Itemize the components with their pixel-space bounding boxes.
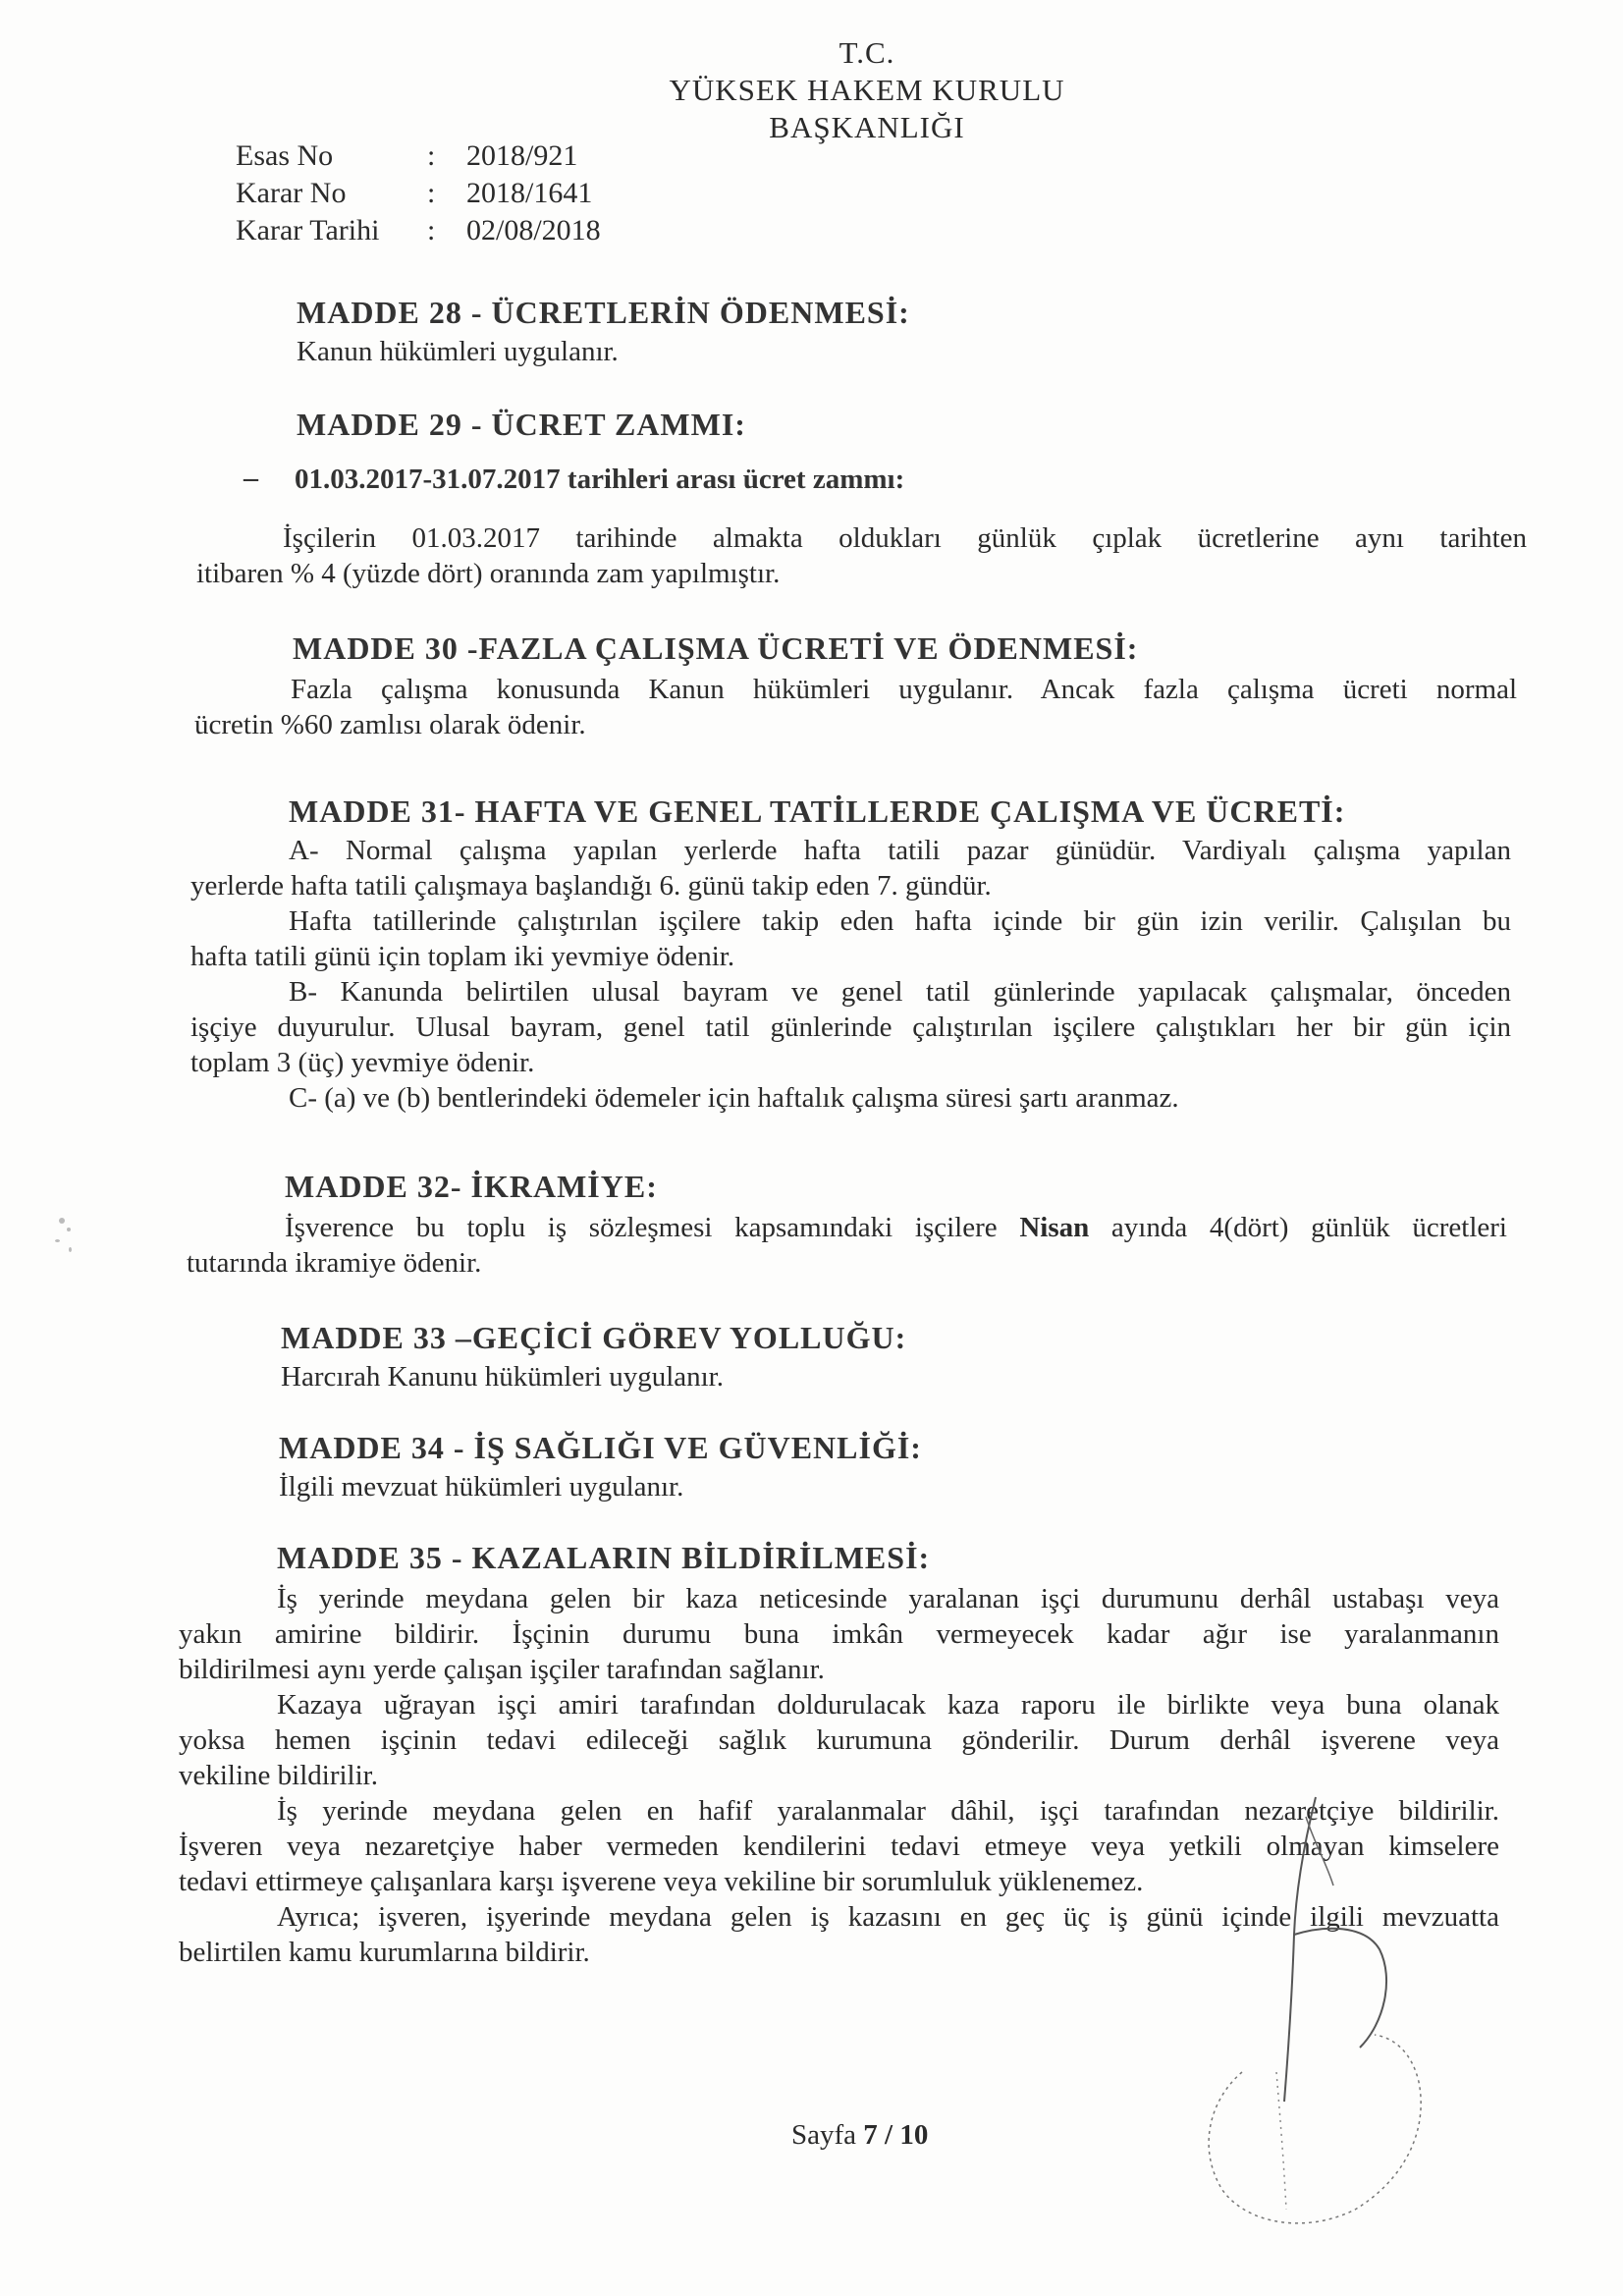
header-institution: YÜKSEK HAKEM KURULU	[669, 73, 1065, 107]
text-line: C- (a) ve (b) bentlerindeki ödemeler için haftalık çalışma süresi şartı aranmaz.	[289, 1082, 1179, 1114]
article-33-text: Harcırah Kanunu hükümleri uygulanır.	[281, 1361, 724, 1393]
page-separator: /	[877, 2119, 900, 2151]
meta-row-esas	[236, 137, 601, 175]
page-number	[791, 2119, 928, 2152]
text-line: Ayrıca; işveren, işyerinde meydana gelen iş kazasını en geç üç iş günü içinde ilgili mevzuatta	[277, 1901, 1499, 1933]
text-line: Kazaya uğrayan işçi amiri tarafından doldurulacak kaza raporu ile birlikte veya buna olanak	[277, 1689, 1499, 1721]
scan-speck	[59, 1218, 65, 1224]
scan-speck	[55, 1239, 60, 1242]
article-29-title: MADDE 29 - ÜCRET ZAMMI:	[297, 407, 746, 442]
meta-colon: :	[427, 139, 436, 172]
scan-speck	[67, 1228, 71, 1231]
text-line: işçiye duyurulur. Ulusal bayram, genel tatil günlerinde çalıştırılan işçilere çalıştıkları her bir gün için	[190, 1011, 1511, 1043]
meta-value: 02/08/2018	[466, 214, 601, 246]
text-line: tutarında ikramiye ödenir.	[187, 1247, 482, 1279]
text-line: yerlerde hafta tatili çalışmaya başlandığı 6. günü takip eden 7. gündür.	[190, 870, 992, 902]
article-29-paragraph	[196, 520, 1527, 591]
page-prefix: Sayfa	[791, 2119, 864, 2151]
month-name: Nisan	[1019, 1212, 1090, 1243]
text-line: Hafta tatillerinde çalıştırılan işçilere takip eden hafta içinde bir gün izin verilir. Çalışılan bu	[289, 905, 1511, 937]
article-35-title: MADDE 35 - KAZALARIN BİLDİRİLMESİ:	[277, 1540, 931, 1575]
article-29-subheading: 01.03.2017-31.07.2017 tarihleri arası ücret zammı:	[295, 464, 905, 495]
text-line: belirtilen kamu kurumlarına bildirir.	[179, 1937, 590, 1968]
text-line: İşçilerin 01.03.2017 tarihinde almakta oldukları günlük çıplak ücretlerine aynı tarihten	[283, 522, 1527, 554]
scan-speck	[69, 1247, 72, 1252]
text-line: ücretin %60 zamlısı olarak ödenir.	[194, 709, 586, 740]
article-30-paragraph	[194, 672, 1517, 742]
meta-colon: :	[427, 177, 436, 209]
text-line: itibaren % 4 (yüzde dört) oranında zam yapılmıştır.	[196, 558, 781, 589]
header-tc: T.C.	[839, 35, 895, 70]
article-33-title: MADDE 33 –GEÇİCİ GÖREV YOLLUĞU:	[281, 1320, 907, 1355]
text-fragment: İşverence bu toplu iş sözleşmesi kapsamındaki işçilere	[285, 1212, 1020, 1243]
article-34-text: İlgili mevzuat hükümleri uygulanır.	[279, 1471, 684, 1503]
text-line: B- Kanunda belirtilen ulusal bayram ve genel tatil günlerinde yapılacak çalışmalar, önceden	[289, 976, 1511, 1008]
meta-value: 2018/1641	[466, 177, 593, 209]
meta-label: Karar Tarihi	[236, 214, 380, 246]
article-31-paragraph	[190, 833, 1511, 1116]
meta-value: 2018/921	[466, 139, 578, 172]
meta-row-date	[236, 212, 601, 249]
meta-label: Karar No	[236, 177, 347, 209]
meta-colon: :	[427, 214, 436, 246]
article-30-title: MADDE 30 -FAZLA ÇALIŞMA ÜCRETİ VE ÖDENMESİ:	[293, 630, 1139, 666]
total-pages: 10	[899, 2119, 929, 2151]
text-line: İş yerinde meydana gelen bir kaza neticesinde yaralanan işçi durumunu derhâl ustabaşı veya	[277, 1583, 1499, 1614]
meta-row-karar	[236, 175, 601, 212]
text-fragment: ayında 4(dört) günlük ücretleri	[1089, 1212, 1507, 1243]
text-line: A- Normal çalışma yapılan yerlerde hafta tatili pazar günüdür. Vardiyalı çalışma yapılan	[289, 835, 1511, 866]
text-line: İşveren veya nezaretçiye haber vermeden kendilerini tedavi etmeye veya yetkili olmayan kimselere	[179, 1831, 1499, 1862]
header-presidency: BAŞKANLIĞI	[769, 110, 965, 144]
text-line: Fazla çalışma konusunda Kanun hükümleri uygulanır. Ancak fazla çalışma ücreti normal	[291, 674, 1517, 705]
text-line: yakın amirine bildirir. İşçinin durumu buna imkân vermeyecek kadar ağır ise yaralanmanın	[179, 1618, 1499, 1650]
case-meta	[236, 137, 601, 249]
text-line: bildirilmesi aynı yerde çalışan işçiler tarafından sağlanır.	[179, 1654, 825, 1685]
text-line	[187, 1210, 1507, 1245]
text-line: yoksa hemen işçinin tedavi edileceği sağlık kurumuna gönderilir. Durum derhâl işverene veya	[179, 1724, 1499, 1756]
meta-label: Esas No	[236, 139, 334, 172]
text-line: İş yerinde meydana gelen en hafif yaralanmalar dâhil, işçi tarafından nezaretçiye bildirilir.	[277, 1795, 1499, 1827]
article-32-title: MADDE 32- İKRAMİYE:	[285, 1169, 658, 1204]
text-line: tedavi ettirmeye çalışanlara karşı işverene veya vekiline bir sorumluluk yüklenemez.	[179, 1866, 1144, 1897]
article-28-title: MADDE 28 - ÜCRETLERİN ÖDENMESİ:	[297, 295, 910, 330]
current-page: 7	[863, 2119, 878, 2151]
text-line: toplam 3 (üç) yevmiye ödenir.	[190, 1047, 535, 1078]
text-line: vekiline bildirilir.	[179, 1760, 378, 1791]
article-34-title: MADDE 34 - İŞ SAĞLIĞI VE GÜVENLİĞİ:	[279, 1430, 922, 1465]
article-32-paragraph	[187, 1210, 1507, 1281]
handwritten-signature	[1168, 1777, 1463, 2249]
article-31-title: MADDE 31- HAFTA VE GENEL TATİLLERDE ÇALIŞMA VE ÜCRETİ:	[289, 793, 1346, 829]
list-dash: –	[243, 462, 259, 494]
text-line: hafta tatili günü için toplam iki yevmiye ödenir.	[190, 941, 735, 972]
article-28-text: Kanun hükümleri uygulanır.	[297, 336, 619, 367]
